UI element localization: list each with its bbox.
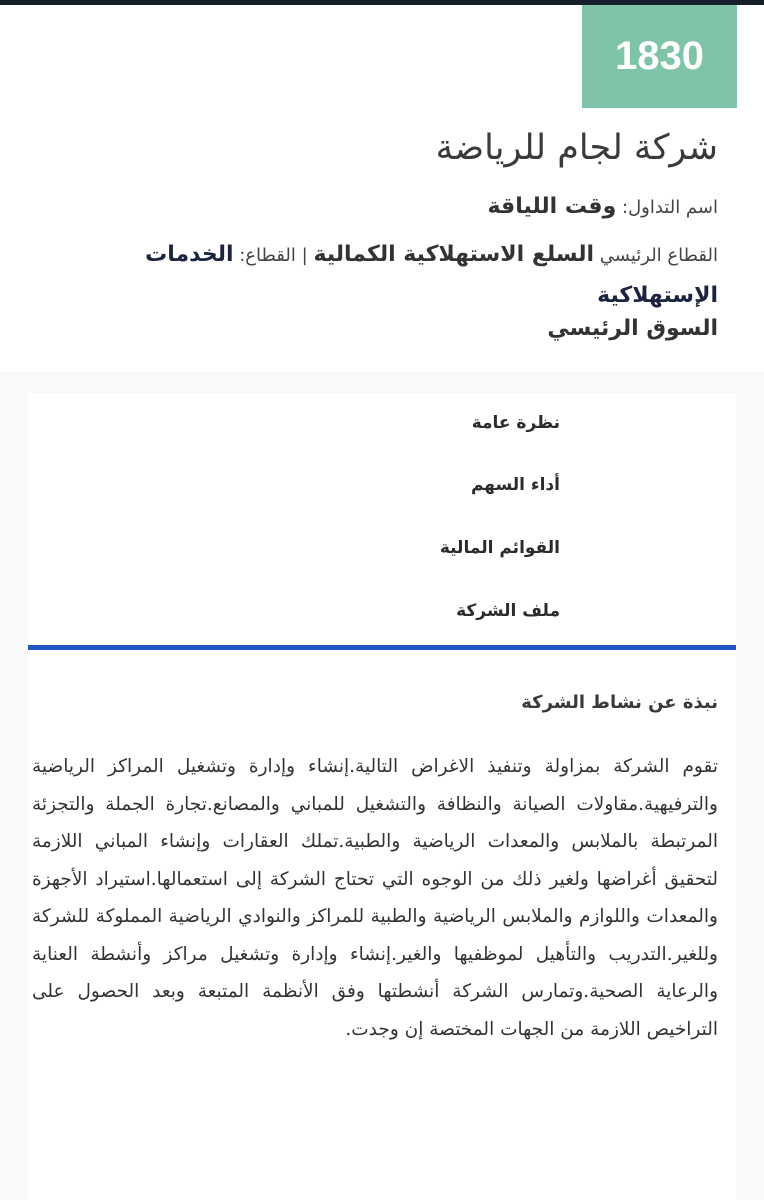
- sector-value[interactable]: الخدمات الإستهلاكية: [145, 242, 718, 308]
- tab-financial-statements[interactable]: القوائم المالية: [439, 538, 560, 558]
- section-title: نبذة عن نشاط الشركة: [521, 692, 718, 713]
- company-profile-panel: [28, 650, 736, 1200]
- tab-stock-performance[interactable]: أداء السهم: [470, 475, 560, 495]
- sector-separator: |: [301, 245, 308, 266]
- tab-company-profile[interactable]: ملف الشركة: [456, 601, 560, 621]
- company-name: شركة لجام للرياضة: [435, 128, 718, 168]
- sector-label: القطاع:: [239, 245, 296, 266]
- main-sector-value: السلع الاستهلاكية الكمالية: [313, 242, 595, 267]
- trading-name-value: وقت اللياقة: [487, 194, 617, 219]
- trading-name-row: [487, 194, 718, 219]
- trading-name-label: اسم التداول:: [622, 197, 718, 218]
- tab-overview[interactable]: نظرة عامة: [471, 413, 560, 433]
- market-name: السوق الرئيسي: [547, 316, 718, 341]
- main-sector-label: القطاع الرئيسي: [599, 245, 718, 266]
- company-description: تقوم الشركة بمزاولة وتنفيذ الاغراض التالية.إنشاء وإدارة وتشغيل المراكز الرياضية والترفيهية.مقاولات الصيانة والنظافة والتشغيل للمباني والمصانع.تجارة الجملة والتجزئة المرتبطة بالملابس والمعدات الرياضية والطبية.تملك العقارات وإنشاء المباني اللازمة لتحقيق أغراضها ولغير ذلك من الوجوه التي تحتاج الشركة إلى استعمالها.استيراد الأجهزة والمعدات واللوازم والملابس الرياضية والطبية للمراكز والنوادي الرياضية المملوكة للشركة وللغير.التدريب والتأهيل لموظفيها والغير.إنشاء وإدارة وتشغيل مراكز وأنشطة العناية والرعاية الصحية.وتمارس الشركة أنشطتها وفق الأنظمة المتبعة وبعد الحصول على التراخيص اللازمة من الجهات المختصة إن وجدت.: [32, 756, 718, 1040]
- company-code-badge: 1830: [582, 5, 737, 108]
- tabs-panel: [28, 393, 736, 645]
- sector-info: [58, 235, 718, 317]
